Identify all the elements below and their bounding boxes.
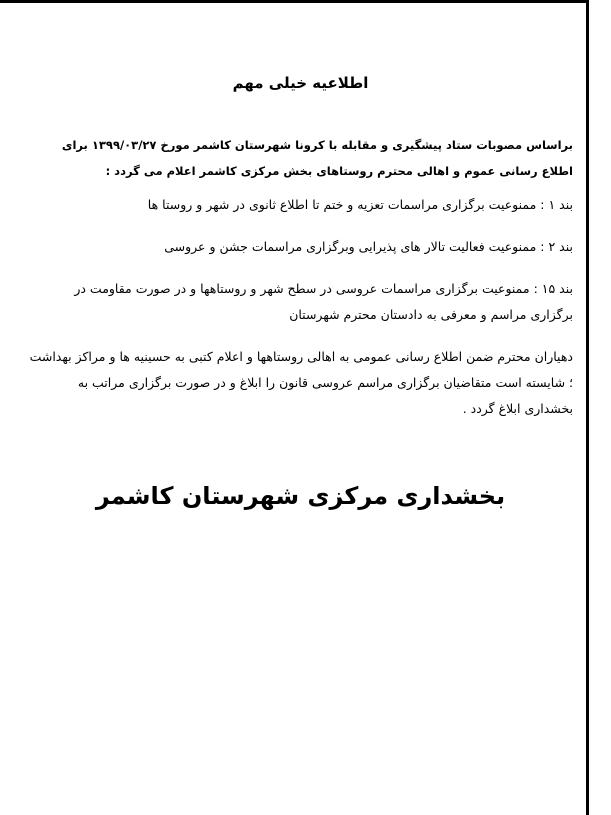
notice-intro: براساس مصوبات ستاد پیشگیری و مقابله با کرونا شهرستان کاشمر مورخ ۱۳۹۹/۰۳/۲۷ برای اطلاع رسانی عموم و اهالی محترم روستاهای بخش مرکزی کاشمر اعلام می گردد : [61, 138, 573, 178]
notice-document [28, 60, 573, 510]
clause-2: بند ۲ : ممنوعیت فعالیت تالار های پذیرایی وبرگزاری مراسمات جشن و عروسی [164, 239, 573, 254]
clause-1: بند ۱ : ممنوعیت برگزاری مراسمات تعزیه و ختم تا اطلاع ثانوی در شهر و روستا ها [147, 197, 573, 212]
notice-title: اطلاعیه خیلی مهم [232, 74, 369, 92]
notice-closing: دهیاران محترم ضمن اطلاع رسانی عمومی به اهالی روستاهها و اعلام کتبی به حسینیه ها و مراکز بهداشت ؛ شایسته است متقاضیان برگزاری مراسم عروسی قانون را ابلاغ و در صورت برگزاری مراتب به بخشداری ابلاغ گردد . [29, 349, 573, 416]
clause-15: بند ۱۵ : ممنوعیت برگزاری مراسمات عروسی در سطح شهر و روستاهها و در صورت مقاومت در برگزاری مراسم و معرفی به دادستان محترم شهرستان [74, 281, 573, 322]
signature-office: بخشداری مرکزی شهرستان کاشمر [95, 482, 506, 510]
